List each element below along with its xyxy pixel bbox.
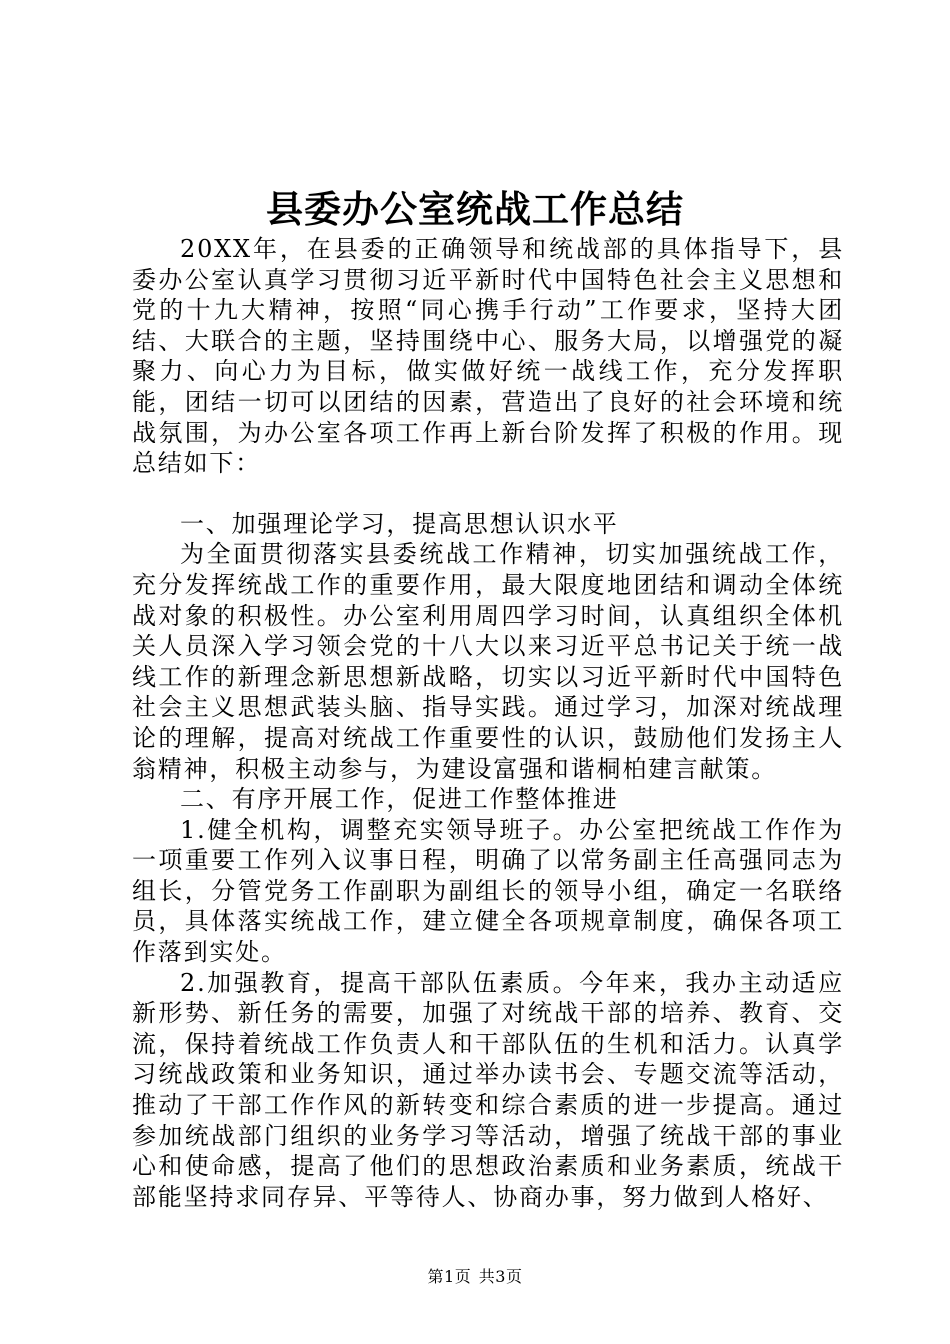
document-body xyxy=(132,234,844,1212)
page-total: 共3页 xyxy=(478,1267,523,1286)
document-title: 县委办公室统战工作总结 xyxy=(266,187,684,231)
page-number: 第1页 xyxy=(427,1267,472,1286)
intro-paragraph: 20XX年，在县委的正确领导和统战部的具体指导下，县委办公室认真学习贯彻习近平新时代中国特色社会主义思想和党的十九大精神，按照“同心携手行动”工作要求，坚持大团结、大联合的主题，坚持围绕中心、服务大局，以增强党的凝聚力、向心力为目标，做实做好统一战线工作，充分发挥职能，团结一切可以团结的因素，营造出了良好的社会环境和统战氛围，为办公室各项工作再上新台阶发挥了积极的作用。现总结如下： xyxy=(132,235,844,478)
page-footer xyxy=(0,1267,950,1287)
section-1-paragraph: 为全面贯彻落实县委统战工作精神，切实加强统战工作，充分发挥统战工作的重要作用，最大限度地团结和调动全体统战对象的积极性。办公室利用周四学习时间，认真组织全体机关人员深入学习领会党的十八大以来习近平总书记关于统一战线工作的新理念新思想新战略，切实以习近平新时代中国特色社会主义思想武装头脑、指导实践。通过学习，加深对统战理论的理解，提高对统战工作重要性的认识，鼓励他们发扬主人翁精神，积极主动参与，为建设富强和谐桐柏建言献策。 xyxy=(132,540,844,783)
section-2-item-1: 1.健全机构，调整充实领导班子。办公室把统战工作作为一项重要工作列入议事日程，明确了以常务副主任高强同志为组长，分管党务工作副职为副组长的领导小组，确定一名联络员，具体落实统战工作，建立健全各项规章制度，确保各项工作落到实处。 xyxy=(132,815,844,967)
section-2-item-2: 2.加强教育，提高干部队伍素质。今年来，我办主动适应新形势、新任务的需要，加强了对统战干部的培养、教育、交流，保持着统战工作负责人和干部队伍的生机和活力。认真学习统战政策和业务知识，通过举办读书会、专题交流等活动，推动了干部工作作风的新转变和综合素质的进一步提高。通过参加统战部门组织的业务学习等活动，增强了统战干部的事业心和使命感，提高了他们的思想政治素质和业务素质，统战干部能坚持求同存异、平等待人、协商办事，努力做到人格好、 xyxy=(132,968,844,1211)
section-2-heading: 二、有序开展工作，促进工作整体推进 xyxy=(180,785,619,814)
section-1-heading: 一、加强理论学习，提高思想认识水平 xyxy=(180,509,619,538)
